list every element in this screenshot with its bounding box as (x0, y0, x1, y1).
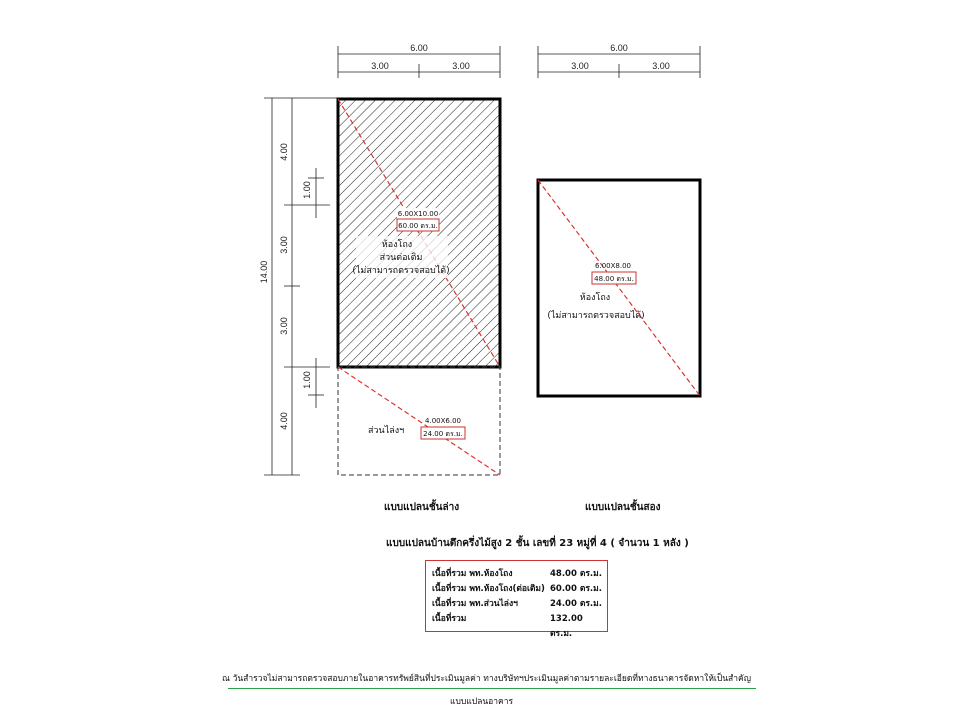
summary-row (432, 612, 603, 639)
dimension-side (264, 98, 338, 475)
ground-room-name-3: (ไม่สามารถตรวจสอบได้) (352, 266, 450, 276)
upper-room-size: 6.00X8.00 (595, 262, 631, 270)
dim-top-right-a: 3.00 (571, 61, 589, 71)
dim-side-6: 4.00 (279, 412, 289, 430)
ground-room-name-1: ห้องโถง (381, 240, 413, 250)
dim-top-left-a: 3.00 (371, 61, 389, 71)
summary-row (432, 597, 603, 612)
footnote: ณ วันสำรวจไม่สามารถตรวจสอบภายในอาคารทรัพย์สินที่ประเมินมูลค่า ทางบริษัทฯประเมินมูลค่าตามรายละเอียดที่ทางธนาคารจัดหาให้เป็นสำคัญ (222, 674, 751, 684)
summary-value: 48.00 ตร.ม. (550, 569, 602, 579)
upper-room-area: 48.00 ตร.ม. (594, 275, 634, 283)
summary-value: 132.00 ตร.ม. (550, 614, 583, 639)
porch-label: ส่วนไล่งฯ (368, 426, 405, 436)
ground-floor-caption: แบบแปลนชั้นล่าง (384, 502, 460, 513)
dim-top-left-total: 6.00 (410, 43, 428, 53)
upper-room-note: (ไม่สามารถตรวจสอบได้) (547, 311, 645, 321)
dim-side-5: 1.00 (302, 371, 312, 389)
dim-side-1: 4.00 (279, 143, 289, 161)
summary-label: เนื้อที่รวม (432, 614, 467, 624)
summary-label: เนื้อที่รวม พท.ห้องโถง (432, 569, 513, 579)
dim-side-total: 14.00 (259, 260, 269, 284)
plan-title: แบบแปลนบ้านตึกครึ่งไม้สูง 2 ชั้น เลขที่ 23 หมู่ที่ 4 ( จำนวน 1 หลัง ) (386, 538, 689, 549)
summary-label: เนื้อที่รวม พท.ส่วนไล่งฯ (432, 599, 518, 609)
upper-room-name: ห้องโถง (579, 293, 611, 303)
porch-size: 4.00X6.00 (425, 417, 461, 425)
green-divider (228, 688, 756, 689)
summary-value: 60.00 ตร.ม. (550, 584, 602, 594)
ground-room-area: 60.00 ตร.ม. (398, 222, 438, 230)
area-summary-box (425, 560, 608, 639)
dim-side-2: 1.00 (302, 181, 312, 199)
ground-room-name-2: ส่วนต่อเติม (379, 253, 423, 263)
ground-room-size: 6.00X10.00 (397, 210, 439, 218)
upper-floor-caption: แบบแปลนชั้นสอง (585, 502, 661, 513)
summary-value: 24.00 ตร.ม. (550, 599, 602, 609)
summary-row (432, 567, 603, 582)
porch-diagonal (338, 367, 500, 475)
summary-label: เนื้อที่รวม พท.ห้องโถง(ต่อเติม) (432, 584, 545, 594)
dim-top-left-b: 3.00 (452, 61, 470, 71)
dim-top-right-b: 3.00 (652, 61, 670, 71)
dim-top-right-total: 6.00 (610, 43, 628, 53)
dim-side-4: 3.00 (279, 317, 289, 335)
dim-side-3: 3.00 (279, 236, 289, 254)
summary-row (432, 582, 603, 597)
footer-cut-text: แบบแปลนอาคาร (450, 697, 514, 707)
porch-area: 24.00 ตร.ม. (423, 430, 463, 438)
